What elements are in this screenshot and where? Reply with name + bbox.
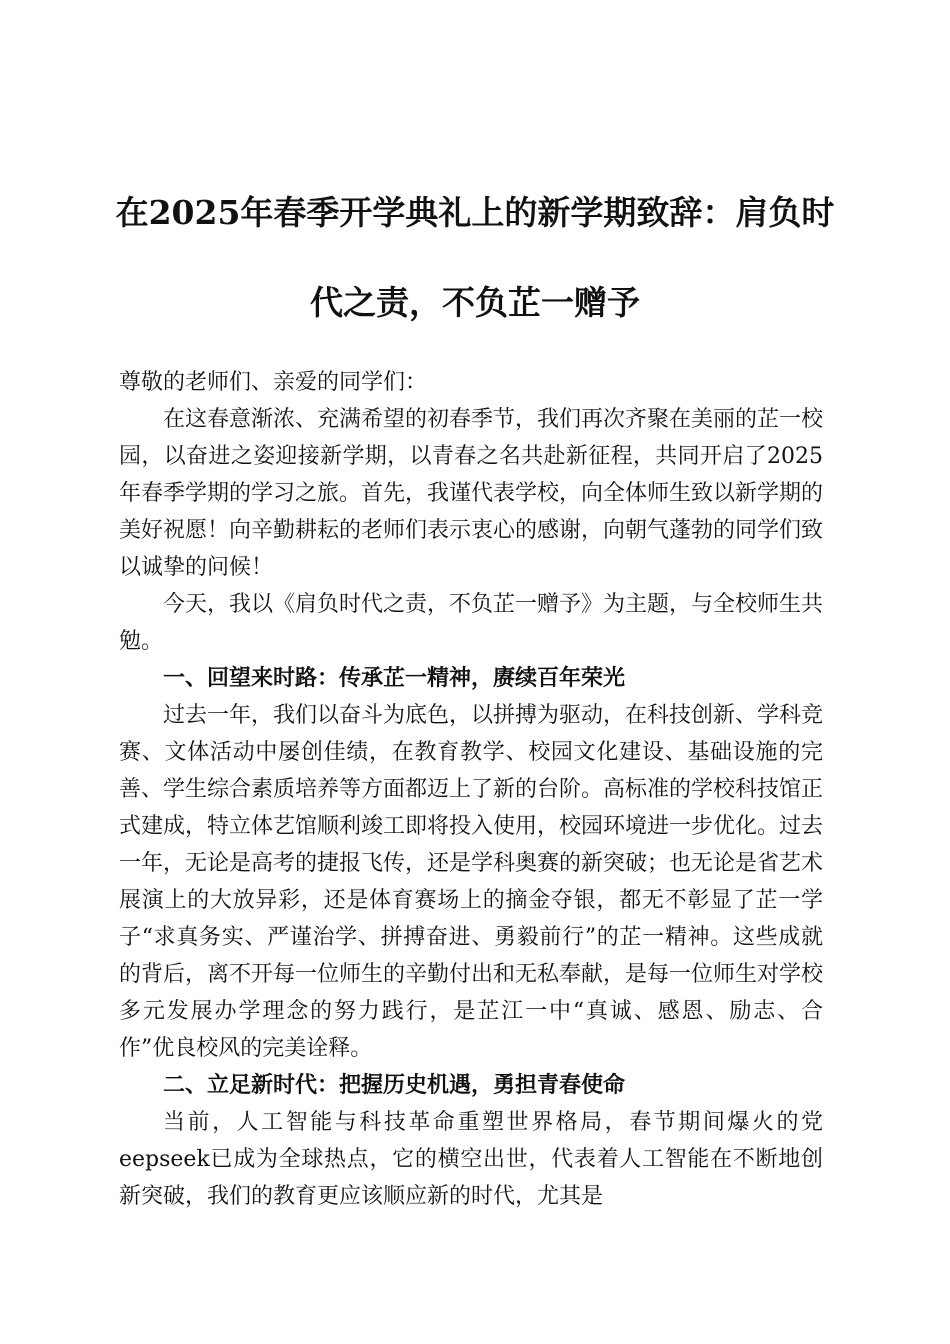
paragraph-opening: 在这春意渐浓、充满希望的初春季节，我们再次齐聚在美丽的芷一校园，以奋进之姿迎接新学期，以青春之名共赴新征程，共同开启了2025年春季学期的学习之旅。首先，我谨代表学校，向全体师生致以新学期的美好祝愿！向辛勤耕耘的老师们表示衷心的感谢，向朝气蓬勃的同学们致以诚挚的问候！ [119, 407, 824, 580]
section-heading-2: 二、立足新时代：把握历史机遇，勇担青春使命 [163, 1073, 626, 1098]
paragraph-new-era: 当前，人工智能与科技革命重塑世界格局，春节期间爆火的党eepseek已成为全球热点，它的横空出世，代表着人工智能在不断地创新突破，我们的教育更应该顺应新的时代，尤其是 [119, 1110, 823, 1209]
paragraph-review: 过去一年，我们以奋斗为底色，以拼搏为驱动，在科技创新、学科竞赛、文体活动中屡创佳绩，在教育教学、校园文化建设、基础设施的完善、学生综合素质培养等方面都迈上了新的台阶。高标准的学校科技馆正式建成，特立体艺馆顺利竣工即将投入使用，校园环境进一步优化。过去一年，无论是高考的捷报飞传，还是学科奥赛的新突破；也无论是省艺术展演上的大放异彩，还是体育赛场上的摘金夺银，都无不彰显了芷一学子“求真务实、严谨治学、拼搏奋进、勇毅前行”的芷一精神。这些成就的背后，离不开每一位师生的辛勤付出和无私奉献，是每一位师生对学校多元发展办学理念的努力践行，是芷江一中“真诚、感恩、励志、合作”优良校风的完美诠释。 [119, 703, 824, 1061]
document-body [119, 364, 823, 1215]
document-title: 在2025年春季开学典礼上的新学期致辞：肩负时代之责，不负芷一赠予 [115, 193, 835, 322]
section-heading-1: 一、回望来时路：传承芷一精神，赓续百年荣光 [163, 666, 626, 691]
paragraph-theme: 今天，我以《肩负时代之责，不负芷一赠予》为主题，与全校师生共勉。 [119, 592, 824, 654]
greeting: 尊敬的老师们、亲爱的同学们： [119, 370, 428, 395]
